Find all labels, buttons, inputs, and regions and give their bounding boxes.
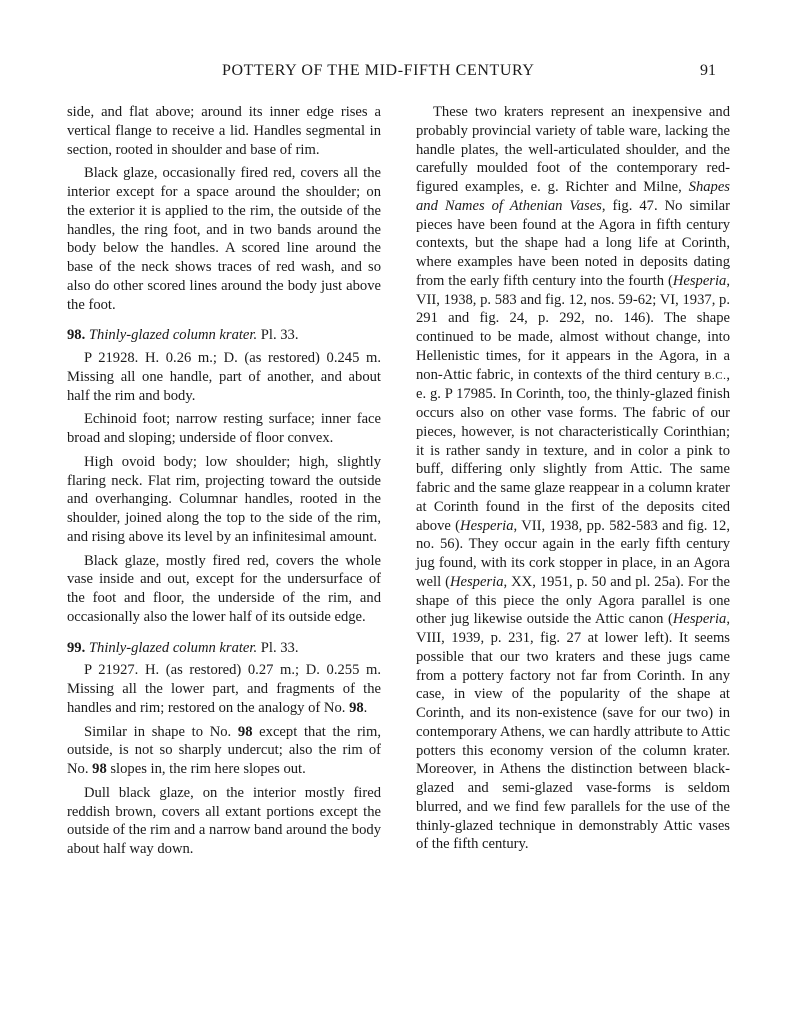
text-run: slopes in, the rim here slopes out. bbox=[106, 761, 306, 777]
left-column bbox=[67, 103, 381, 859]
paragraph: Black glaze, mostly fired red, covers the whole vase inside and out, except for the undersurface of the foot and floor, the underside of the rim, and occasionally also the lower half of its outside edge. bbox=[67, 552, 381, 625]
italic-citation: Shapes and Names of Athenian Vases bbox=[416, 179, 730, 214]
entry-title: Thinly-glazed column krater. bbox=[88, 639, 258, 656]
catalogue-ref: 98 bbox=[237, 723, 253, 740]
text-run: , e. g. P 17985. In Corinth, too, the thinly-glazed finish occurs also on other vase forms. The fabric of our pieces, however, is not characteristically Corinthian; it is rather sandy in texture, and in color a pink to buff, differing only slightly from Attic. The same fabric and the same glaze reappear in a column krater at Corinth found in the first of the deposits cited above ( bbox=[416, 366, 730, 534]
catalogue-ref: 98 bbox=[92, 761, 107, 777]
entry-number: 99. bbox=[67, 639, 86, 656]
running-title: POTTERY OF THE MID-FIFTH CENTURY bbox=[222, 62, 535, 79]
text-run: , VIII, 1939, p. 231, fig. 27 at lower left). It seems possible that our two kraters and these jugs came from a pottery factory not far from Corinth. In any case, in view of the popularity of the shape at Corinth, and its non-existence (save for our two) in contemporary Athens, we can hardly attribute to Attic potters this economy version of the column krater. Moreover, in Athens the distinction between black-glazed and semi-glazed vase-forms is seldom blurred, and we find few parallels for the use of the thinly-glazed technique in demonstrably Attic vases of the fifth century. bbox=[416, 611, 730, 853]
italic-citation: Hesperia bbox=[672, 611, 727, 628]
running-header bbox=[0, 62, 792, 86]
text-run: P 21927. H. (as restored) 0.27 m.; D. 0.255 m. Missing all the lower part, and fragments of the handles and rim; restored on the analogy of No. bbox=[67, 662, 381, 716]
entry-number: 98. bbox=[67, 327, 86, 344]
paragraph: Black glaze, occasionally fired red, covers all the interior except for a space around the shoulder; on the exterior it is applied to the rim, the outside of the handles, the ring foot, and in two bands around the body below the handles. A scored line around the base of the neck shows traces of red wash, and so also do other scored lines around the body just above the foot. bbox=[67, 165, 381, 313]
text-run: . bbox=[363, 699, 368, 716]
page-number: 91 bbox=[700, 62, 716, 79]
paragraph: Dull black glaze, on the interior mostly fired reddish brown, covers all extant portions except the outside of the rim and a narrow band around the body about half way down. bbox=[67, 784, 381, 857]
text-run: , VII, 1938, pp. 582-583 and fig. 12, no. 56). They occur again in the early fifth century jug found, with its cork stopper in place, in an Agora well ( bbox=[416, 517, 730, 590]
discussion-paragraph bbox=[416, 103, 730, 854]
italic-citation: Hesperia bbox=[460, 517, 514, 534]
italic-citation: Hesperia bbox=[449, 573, 504, 590]
text-run: , fig. 47. No similar pieces have been found at the Agora in fifth century contexts, but the shape had a long life at Corinth, where examples have been noted in deposits dating from the early fifth century into the fourth ( bbox=[416, 197, 731, 289]
catalogue-ref: 98 bbox=[349, 699, 364, 716]
paragraph bbox=[67, 661, 381, 717]
text-run: except that the rim, outside, is not so sharply undercut; also the rim of No. bbox=[67, 723, 381, 777]
italic-citation: Hesperia bbox=[672, 272, 727, 289]
plate-reference: Pl. 33. bbox=[260, 327, 299, 344]
paragraph: Echinoid foot; narrow resting surface; inner face broad and sloping; underside of floor convex. bbox=[67, 411, 381, 446]
paragraph: side, and flat above; around its inner edge rises a vertical flange to receive a lid. Handles segmental in section, rooted in shoulder and base of rim. bbox=[67, 104, 381, 158]
text-run: Similar in shape to No. bbox=[84, 723, 238, 740]
right-column bbox=[416, 103, 730, 854]
text-run: These two kraters represent an inexpensive and probably provincial variety of table ware, lacking the handle plates, the well-articulated shoulder, and the carefully moulded foot of the contemporary red-figured examples, e. g. Richter and Milne, bbox=[416, 104, 730, 195]
paragraph: P 21928. H. 0.26 m.; D. (as restored) 0.245 m. Missing all one handle, part of another, and about half the rim and body. bbox=[67, 350, 381, 404]
text-run: , VII, 1938, p. 583 and fig. 12, nos. 59-62; VI, 1937, p. 291 and fig. 24, p. 292, no. 146). The shape continued to be made, almost without change, into Hellenistic times, for it appears in the Agora, in a non-Attic fabric, in contexts of the third century bbox=[416, 272, 730, 383]
entry-title: Thinly-glazed column krater. bbox=[88, 327, 258, 344]
plate-reference: Pl. 33. bbox=[260, 639, 299, 656]
catalogue-entry-heading-99 bbox=[67, 639, 381, 658]
text-run: , XX, 1951, p. 50 and pl. 25a). For the shape of this piece the only Agora parallel is one other jug likewise outside the Attic canon ( bbox=[416, 573, 730, 628]
catalogue-entry-heading-98 bbox=[67, 326, 381, 345]
paragraph: High ovoid body; low shoulder; high, slightly flaring neck. Flat rim, projecting toward the outside and overhanging. Columnar handles, rooted in the shoulder, joined along the top to the side of the rim, and rising above its level by an infinitesimal amount. bbox=[67, 453, 381, 545]
paragraph bbox=[67, 723, 381, 779]
small-caps-text: B.C. bbox=[704, 369, 727, 382]
